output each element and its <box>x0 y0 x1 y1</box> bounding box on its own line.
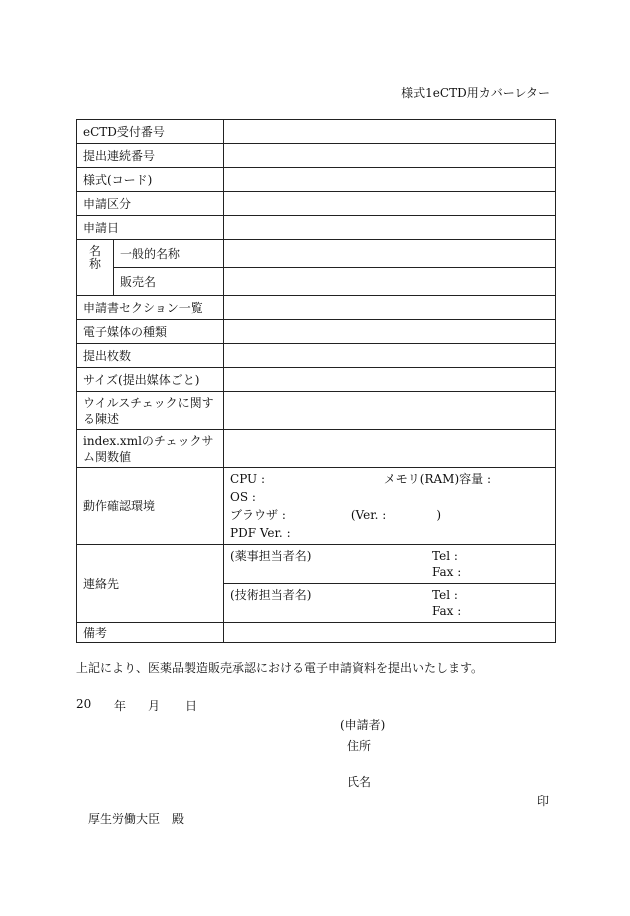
form-code-value[interactable] <box>224 168 556 192</box>
checksum-label: index.xmlのチェックサム関数値 <box>77 430 224 468</box>
date-year-prefix: 20 <box>76 697 92 711</box>
row-ectd-number <box>77 120 556 144</box>
application-date-value[interactable] <box>224 216 556 240</box>
addressee: 厚生労働大臣 殿 <box>88 812 185 826</box>
row-contact-pharma <box>77 545 556 584</box>
name-label: 氏名 <box>347 775 372 789</box>
size-label: サイズ(提出媒体ごと) <box>77 368 224 392</box>
cover-letter-table <box>76 119 556 643</box>
submission-count-label: 提出枚数 <box>77 344 224 368</box>
env-memory: メモリ(RAM)容量 : <box>383 472 491 486</box>
brand-name-label: 販売名 <box>114 268 224 296</box>
submission-statement: 上記により、医薬品製造販売承認における電子申請資料を提出いたします。 <box>76 661 484 675</box>
contact-tech-label: (技術担当者名) <box>230 588 312 602</box>
row-submission-count <box>77 344 556 368</box>
contact-label: 連絡先 <box>77 545 224 623</box>
contact-tech-tel: Tel : <box>432 588 458 602</box>
row-application-date <box>77 216 556 240</box>
media-type-value[interactable] <box>224 320 556 344</box>
generic-name-label: 一般的名称 <box>114 240 224 268</box>
environment-value[interactable] <box>224 468 556 545</box>
env-line-pdf <box>230 524 549 542</box>
address-label: 住所 <box>347 739 372 753</box>
env-line-browser <box>230 506 549 524</box>
row-remarks <box>77 623 556 643</box>
application-category-label: 申請区分 <box>77 192 224 216</box>
env-line-cpu <box>230 470 549 488</box>
date-line <box>76 697 197 714</box>
row-media-type <box>77 320 556 344</box>
contact-tech-fax: Fax : <box>432 604 462 618</box>
name-group-label-text: 名 称 <box>88 244 101 271</box>
env-browser: ブラウザ : <box>230 508 286 522</box>
virus-check-value[interactable] <box>224 392 556 430</box>
contact-pharma-line1 <box>230 548 549 564</box>
date-year: 年 <box>114 699 127 713</box>
ectd-number-label: eCTD受付番号 <box>77 120 224 144</box>
date-month: 月 <box>148 699 161 713</box>
environment-label: 動作確認環境 <box>77 468 224 545</box>
row-virus-check <box>77 392 556 430</box>
contact-pharma-label: (薬事担当者名) <box>230 549 312 563</box>
contact-pharma-fax: Fax : <box>432 565 462 579</box>
section-list-value[interactable] <box>224 296 556 320</box>
row-form-code <box>77 168 556 192</box>
ectd-number-value[interactable] <box>224 120 556 144</box>
serial-number-label: 提出連続番号 <box>77 144 224 168</box>
applicant-label: (申請者) <box>340 718 386 732</box>
row-serial-number <box>77 144 556 168</box>
form-code-label: 様式(コード) <box>77 168 224 192</box>
env-pdf: PDF Ver. : <box>230 526 291 540</box>
seal-label: 印 <box>537 794 550 808</box>
brand-name-value[interactable] <box>224 268 556 296</box>
row-checksum <box>77 430 556 468</box>
row-environment <box>77 468 556 545</box>
contact-tech-value[interactable] <box>224 584 556 623</box>
env-cpu: CPU : <box>230 472 266 486</box>
date-day: 日 <box>185 699 198 713</box>
env-os: OS : <box>230 490 256 504</box>
contact-tech-line1 <box>230 587 549 603</box>
submission-count-value[interactable] <box>224 344 556 368</box>
virus-check-label: ウイルスチェックに関する陳述 <box>77 392 224 430</box>
checksum-value[interactable] <box>224 430 556 468</box>
env-ver-close: ) <box>436 508 441 522</box>
contact-pharma-value[interactable] <box>224 545 556 584</box>
row-size <box>77 368 556 392</box>
section-list-label: 申請書セクション一覧 <box>77 296 224 320</box>
media-type-label: 電子媒体の種類 <box>77 320 224 344</box>
row-application-category <box>77 192 556 216</box>
application-category-value[interactable] <box>224 192 556 216</box>
row-generic-name <box>77 240 556 268</box>
contact-pharma-line2 <box>230 564 549 580</box>
application-date-label: 申請日 <box>77 216 224 240</box>
row-section-list <box>77 296 556 320</box>
contact-pharma-tel: Tel : <box>432 549 458 563</box>
form-label: 様式1eCTD用カバーレター <box>401 86 550 100</box>
name-group-label <box>77 240 114 296</box>
env-ver-open: (Ver. : <box>350 508 387 522</box>
env-line-os <box>230 488 549 506</box>
serial-number-value[interactable] <box>224 144 556 168</box>
remarks-label: 備考 <box>77 623 224 643</box>
row-brand-name <box>77 268 556 296</box>
contact-tech-line2 <box>230 603 549 619</box>
generic-name-value[interactable] <box>224 240 556 268</box>
size-value[interactable] <box>224 368 556 392</box>
remarks-value[interactable] <box>224 623 556 643</box>
